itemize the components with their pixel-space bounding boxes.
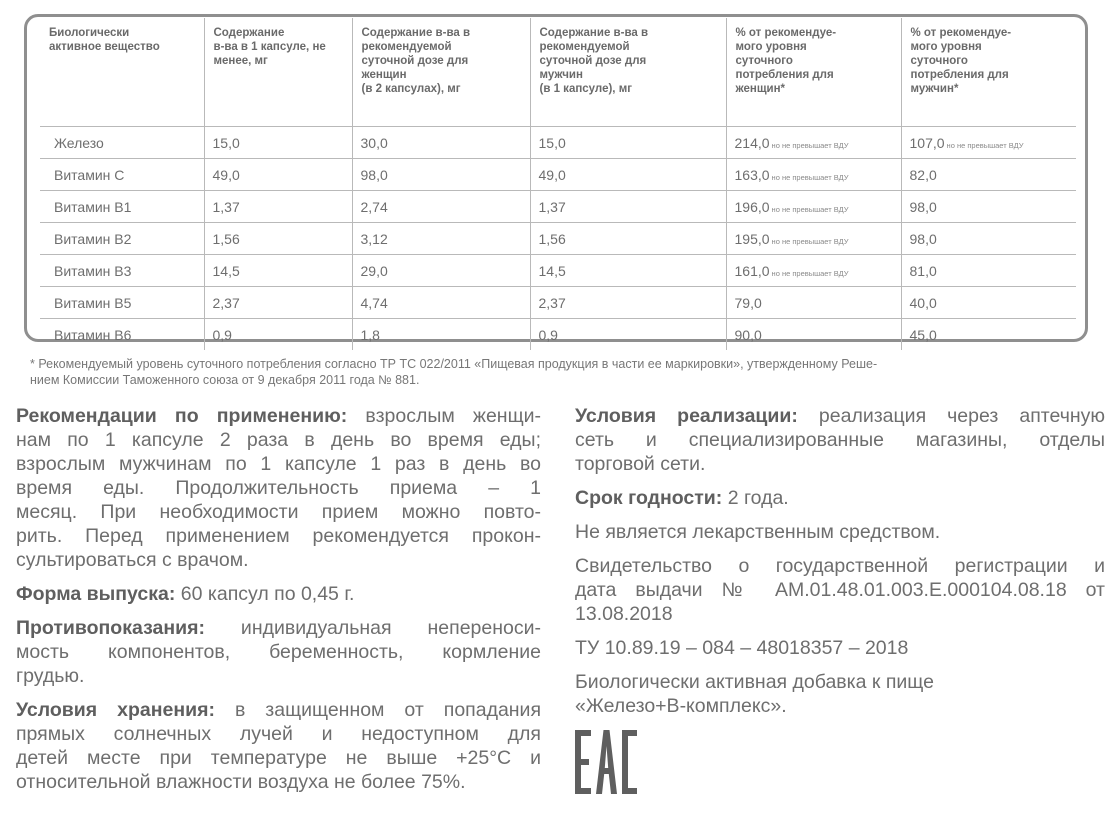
left-column [16,404,541,804]
limit-note: но не превышает ВДУ [771,172,849,182]
cell-pct-men [901,127,1076,159]
text-line: ТУ 10.89.19 – 084 – 48018357 – 2018 [575,637,909,659]
text-line: Противопоказания: индивидуальная непереноси- [16,617,541,639]
footnote-line: * Рекомендуемый уровень суточного потребления согласно ТР ТС 022/2011 «Пищевая продукция в части ее маркировки», утвержденному Реше- [30,357,878,371]
pct-value: 196,0 [734,198,770,215]
cell-substance: Витамин В5 [40,287,204,319]
section-label: Форма выпуска: [16,583,176,605]
cell-pct-men [901,255,1076,287]
text-line: относительной влажности воздуха не более 75%. [16,771,466,793]
header-substance: Биологически активное вещество [40,18,204,127]
cell-substance: Витамин В1 [40,191,204,223]
cell-women: 29,0 [352,255,530,287]
cell-pct-women [726,255,901,287]
table-row [40,191,1076,223]
pct-value: 45,0 [909,326,937,343]
table-row [40,223,1076,255]
text-line: Срок годности: 2 года. [575,487,789,509]
eac-mark-icon [574,730,638,794]
pct-value: 163,0 [734,166,770,183]
cell-substance: Витамин С [40,159,204,191]
pct-value: 214,0 [734,134,770,151]
text-line: дата выдачи № АМ.01.48.01.003.Е.000104.08.18 от [575,579,1105,601]
right-column [575,404,1105,728]
text-line: Рекомендации по применению: взрослым женщи- [16,405,542,427]
pct-value: 107,0 [909,134,945,151]
cell-capsule: 1,56 [204,223,352,255]
table-row [40,255,1076,287]
table-row [40,127,1076,159]
cell-women: 98,0 [352,159,530,191]
text-line: взрослым мужчинам по 1 капсуле 1 раз в день во [16,453,541,475]
cell-pct-women [726,191,901,223]
text-line: месяц. При необходимости прием можно повто- [16,501,541,523]
limit-note: но не превышает ВДУ [946,140,1024,150]
cell-capsule: 14,5 [204,255,352,287]
table-row [40,319,1076,351]
section-label: Срок годности: [575,487,723,509]
pct-value: 195,0 [734,230,770,247]
cell-pct-men [901,319,1076,351]
cell-pct-women [726,223,901,255]
pct-value: 90,0 [734,326,762,343]
pct-value: 82,0 [909,166,937,183]
text-line: Не является лекарственным средством. [575,521,941,543]
cell-substance: Витамин В3 [40,255,204,287]
footnote-line: нием Комиссии Таможенного союза от 9 декабря 2011 года № 881. [30,373,420,387]
cell-substance: Витамин В2 [40,223,204,255]
text-line: Условия реализации: реализация через аптечную [575,405,1105,427]
pct-value: 161,0 [734,262,770,279]
cell-men: 15,0 [530,127,726,159]
cell-pct-men [901,191,1076,223]
limit-note: но не превышает ВДУ [771,140,849,150]
text-line: рить. Перед применением рекомендуется прокон- [16,525,541,547]
text-line: мость компонентов, беременность, кормление [16,641,541,663]
text-line: Форма выпуска: 60 капсул по 0,45 г. [16,583,355,605]
sale-conditions [575,404,1105,476]
table-row [40,287,1076,319]
text-line: нам по 1 капсуле 2 раза в день во время еды; [16,429,541,451]
cell-men: 2,37 [530,287,726,319]
release-form [16,582,541,606]
cell-pct-women [726,319,901,351]
cell-substance: Железо [40,127,204,159]
pct-value: 81,0 [909,262,937,279]
section-label: Рекомендации по применению: [16,405,348,427]
header-row [40,18,1076,127]
cell-pct-women [726,159,901,191]
cell-women: 1,8 [352,319,530,351]
cell-capsule: 49,0 [204,159,352,191]
pct-value: 98,0 [909,198,937,215]
text-line: детей месте при температуре не выше +25°С и [16,747,541,769]
cell-women: 2,74 [352,191,530,223]
product-name [575,670,1105,718]
header-women-dose: Содержание в-ва в рекомендуемой суточной дозе для женщин (в 2 капсулах), мг [352,18,530,127]
cell-pct-men [901,159,1076,191]
text-line: «Железо+В-комплекс». [575,695,787,717]
text-line: время еды. Продолжительность приема – 1 [16,477,541,499]
limit-note: но не превышает ВДУ [771,236,849,246]
text-line: прямых солнечных лучей и недоступном для [16,723,541,745]
cell-pct-women [726,287,901,319]
limit-note: но не превышает ВДУ [771,204,849,214]
cell-capsule: 15,0 [204,127,352,159]
table-row [40,159,1076,191]
table-header [40,18,1076,127]
cell-pct-men [901,223,1076,255]
cell-men: 14,5 [530,255,726,287]
cell-substance: Витамин В6 [40,319,204,351]
cell-men: 0,9 [530,319,726,351]
cell-men: 49,0 [530,159,726,191]
header-pct-men: % от рекомендуе- мого уровня суточного потребления для мужчин* [901,18,1076,127]
nutrient-table [40,18,1076,350]
not-medicine-note [575,520,1105,544]
pct-value: 98,0 [909,230,937,247]
limit-note: но не превышает ВДУ [771,268,849,278]
text-line: торговой сети. [575,453,706,475]
contraindications [16,616,541,688]
header-capsule-content: Содержание в-ва в 1 капсуле, не менее, мг [204,18,352,127]
cell-women: 4,74 [352,287,530,319]
cell-pct-men [901,287,1076,319]
cell-men: 1,56 [530,223,726,255]
table-footnote [30,356,1090,388]
pct-value: 79,0 [734,294,762,311]
shelf-life [575,486,1105,510]
header-pct-women: % от рекомендуе- мого уровня суточного потребления для женщин* [726,18,901,127]
cell-women: 30,0 [352,127,530,159]
section-label: Условия хранения: [16,699,215,721]
registration-certificate [575,554,1105,626]
header-men-dose: Содержание в-ва в рекомендуемой суточной дозе для мужчин (в 1 капсуле), мг [530,18,726,127]
cell-capsule: 1,37 [204,191,352,223]
cell-capsule: 2,37 [204,287,352,319]
text-line: сеть и специализированные магазины, отделы [575,429,1105,451]
usage-recommendations [16,404,541,572]
table-body [40,127,1076,351]
text-line: Условия хранения: в защищенном от попадания [16,699,542,721]
cell-pct-women [726,127,901,159]
technical-spec [575,636,1105,660]
cell-women: 3,12 [352,223,530,255]
cell-men: 1,37 [530,191,726,223]
text-line: сультироваться с врачом. [16,549,249,571]
cell-capsule: 0,9 [204,319,352,351]
text-line: Биологически активная добавка к пище [575,671,934,693]
section-label: Противопоказания: [16,617,205,639]
text-line: грудью. [16,665,85,687]
pct-value: 40,0 [909,294,937,311]
section-label: Условия реализации: [575,405,798,427]
text-line: 13.08.2018 [575,603,673,625]
text-line: Свидетельство о государственной регистрации и [575,555,1105,577]
storage-conditions [16,698,541,794]
